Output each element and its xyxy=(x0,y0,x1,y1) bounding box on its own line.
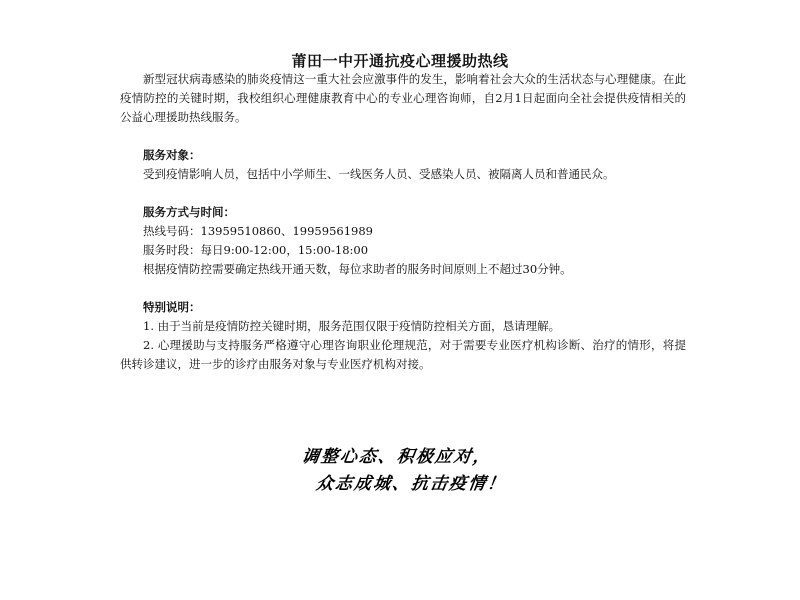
spacer xyxy=(120,184,686,203)
special-note-item: 1. 由于当前是疫情防控关键时期，服务范围仅限于疫情防控相关方面，恳请理解。 xyxy=(143,319,561,333)
service-method-heading: 服务方式与时间： xyxy=(143,205,235,219)
document-title: 莆田一中开通抗疫心理援助热线 xyxy=(291,52,509,70)
service-target-heading: 服务对象： xyxy=(143,148,201,162)
calligraphy-slogan xyxy=(296,444,604,498)
service-target-text: 受到疫情影响人员，包括中小学师生、一线医务人员、受感染人员、被隔离人员和普通民众。 xyxy=(143,167,615,181)
special-notes-heading: 特别说明： xyxy=(143,300,201,314)
spacer xyxy=(120,127,686,146)
service-duration-note: 根据疫情防控需要确定热线开通天数，每位求助者的服务时间原则上不超过30分钟。 xyxy=(143,262,572,276)
special-note-item: 2. 心理援助与支持服务严格遵守心理咨询职业伦理规范，对于需要专业医疗机构诊断、治疗的情形，将提供转诊建议，进一步的诊疗由服务对象与专业医疗机构对接。 xyxy=(120,338,686,371)
hotline-numbers: 热线号码：13959510860、19959561989 xyxy=(143,224,373,238)
intro-paragraph: 新型冠状病毒感染的肺炎疫情这一重大社会应激事件的发生，影响着社会大众的生活状态与心理健康。在此疫情防控的关键时期，我校组织心理健康教育中心的专业心理咨询师，自2月1日起面向全社会提供疫情相关的公益心理援助热线服务。 xyxy=(120,72,686,124)
slogan-line-1: 调整心态、积极应对， xyxy=(300,447,494,467)
slogan-line-2: 众志成城、抗击疫情！ xyxy=(314,474,508,494)
service-hours: 服务时段：每日9:00-12:00，15:00-18:00 xyxy=(143,243,369,257)
document-body xyxy=(120,70,686,374)
spacer xyxy=(120,279,686,298)
